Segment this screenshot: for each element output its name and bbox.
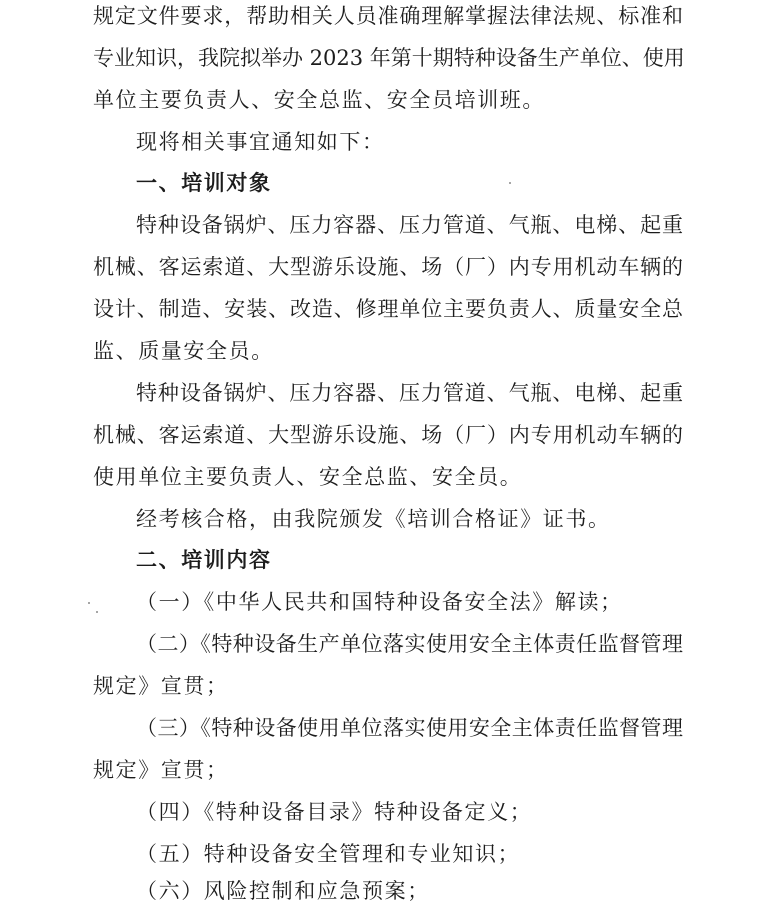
list-item: （一）《中华人民共和国特种设备安全法》解读；: [136, 590, 623, 614]
section-heading: 一、培训对象: [136, 171, 272, 195]
text-line: 使用单位主要负责人、安全总监、安全员。: [93, 465, 523, 489]
text-line: 专业知识，我院拟举办 2023 年第十期特种设备生产单位、使用: [93, 46, 685, 70]
text-line: 经考核合格，由我院颁发《培训合格证》证书。: [136, 507, 611, 531]
list-item: （六）风险控制和应急预案；: [136, 879, 430, 903]
scan-speck: [509, 182, 511, 184]
list-item: （四）《特种设备目录》特种设备定义；: [136, 800, 533, 824]
list-item-continuation: 规定》宣贯；: [93, 758, 229, 782]
text-line: 单位主要负责人、安全总监、安全员培训班。: [93, 88, 545, 112]
section-heading: 二、培训内容: [136, 548, 272, 572]
list-item: （二）《特种设备生产单位落实使用安全主体责任监督管理: [136, 632, 683, 656]
list-item: （五）特种设备安全管理和专业知识；: [136, 842, 521, 866]
text-line: 机械、客运索道、大型游乐设施、场（厂）内专用机动车辆的: [93, 255, 683, 279]
text-line: 规定文件要求，帮助相关人员准确理解掌握法律法规、标准和: [93, 4, 683, 28]
text-line: 设计、制造、安装、改造、修理单位主要负责人、质量安全总: [93, 297, 683, 321]
text-line: 监、质量安全员。: [93, 339, 274, 363]
scan-speck: [96, 611, 98, 613]
text-line: 特种设备锅炉、压力容器、压力管道、气瓶、电梯、起重: [136, 381, 683, 405]
text-line: 现将相关事宜通知如下：: [136, 130, 385, 154]
scan-speck: [88, 602, 90, 604]
list-item-continuation: 规定》宣贯；: [93, 674, 229, 698]
text-line: 特种设备锅炉、压力容器、压力管道、气瓶、电梯、起重: [136, 213, 683, 237]
list-item: （三）《特种设备使用单位落实使用安全主体责任监督管理: [136, 716, 683, 740]
text-line: 机械、客运索道、大型游乐设施、场（厂）内专用机动车辆的: [93, 423, 683, 447]
